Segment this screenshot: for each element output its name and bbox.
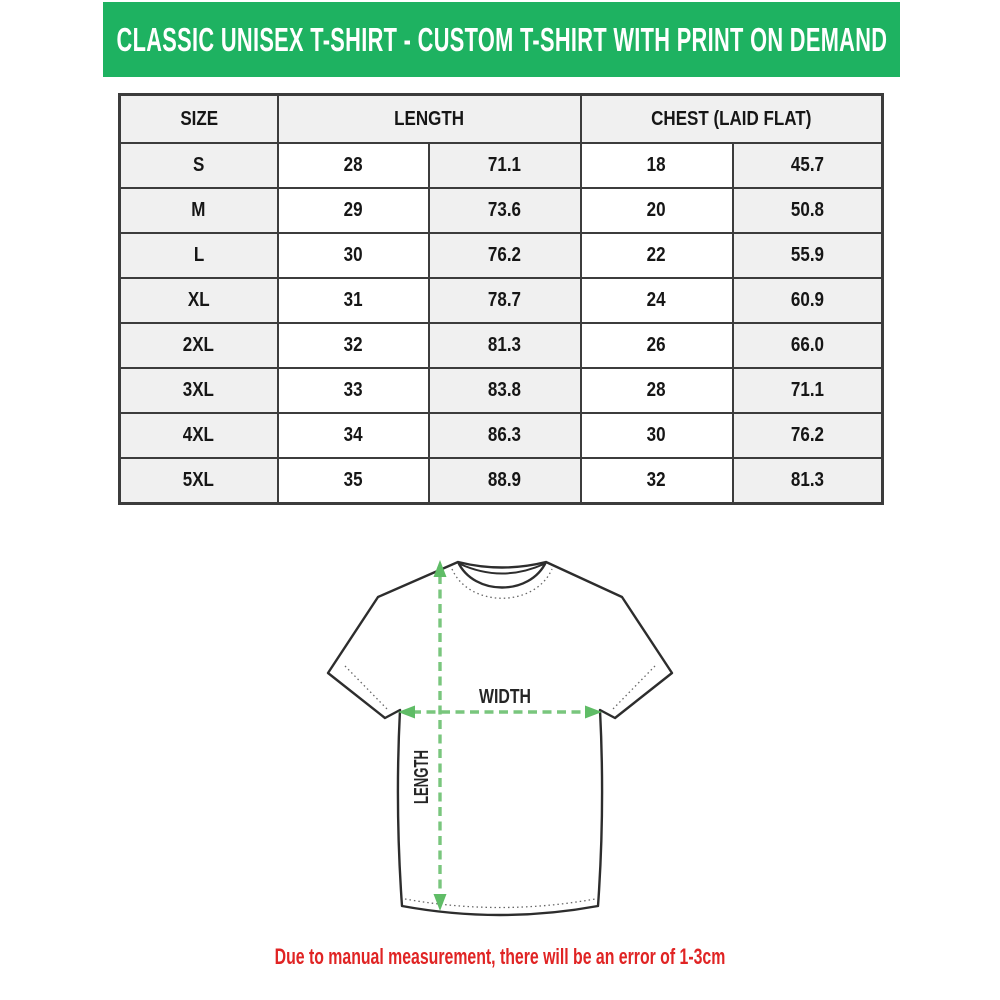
cell-text: 78.7: [487, 289, 522, 311]
cell-text: 3XL: [183, 379, 215, 401]
header-length-label: LENGTH: [394, 107, 464, 130]
cell-text: 83.8: [487, 379, 522, 401]
title-banner: [103, 2, 900, 77]
length-label: LENGTH: [411, 721, 433, 804]
cell-text: 34: [343, 424, 363, 446]
table-row: [120, 143, 883, 188]
cell-text: 35: [343, 469, 363, 491]
cell-text: 26: [647, 334, 666, 356]
header-chest-cell: [581, 95, 883, 144]
value-cell: [278, 188, 429, 233]
cell-text: 29: [343, 199, 363, 221]
header-chest-label: CHEST (LAID FLAT): [651, 107, 812, 130]
header-length-cell: [278, 95, 581, 144]
value-cell: [278, 278, 429, 323]
size-cell: [120, 188, 278, 233]
cell-text: L: [193, 244, 204, 266]
cell-text: 22: [647, 244, 666, 266]
measurement-note-text: Due to manual measurement, there will be an error of 1-3cm: [274, 944, 726, 969]
size-cell: [120, 368, 278, 413]
size-cell: [120, 143, 278, 188]
value-cell: [733, 143, 883, 188]
value-cell: [733, 278, 883, 323]
table-row: [120, 233, 883, 278]
cell-text: S: [193, 154, 205, 176]
value-cell: [278, 233, 429, 278]
cell-text: 81.3: [487, 334, 522, 356]
value-cell: [429, 233, 581, 278]
table-row: [120, 368, 883, 413]
cell-text: 30: [647, 424, 666, 446]
cell-text: 88.9: [487, 469, 522, 491]
value-cell: [278, 458, 429, 504]
measurement-note: [0, 944, 1000, 970]
cell-text: M: [191, 199, 206, 221]
value-cell: [733, 233, 883, 278]
cell-text: 60.9: [790, 289, 824, 311]
cell-text: 32: [647, 469, 666, 491]
value-cell: [581, 278, 733, 323]
value-cell: [278, 413, 429, 458]
value-cell: [429, 323, 581, 368]
value-cell: [278, 143, 429, 188]
value-cell: [581, 413, 733, 458]
size-cell: [120, 278, 278, 323]
size-table-body: [120, 143, 883, 504]
cell-text: 50.8: [790, 199, 824, 221]
table-row: [120, 188, 883, 233]
header-size-cell: [120, 95, 278, 144]
cell-text: 32: [343, 334, 363, 356]
width-label: WIDTH: [479, 686, 531, 708]
value-cell: [733, 323, 883, 368]
cell-text: 66.0: [790, 334, 824, 356]
size-cell: [120, 323, 278, 368]
header-size-label: SIZE: [179, 107, 218, 130]
size-chart-header: [120, 95, 883, 144]
value-cell: [581, 368, 733, 413]
cell-text: 81.3: [790, 469, 824, 491]
cell-text: 18: [647, 154, 666, 176]
header-row: [120, 95, 883, 144]
value-cell: [278, 368, 429, 413]
tshirt-outline: [328, 562, 672, 915]
cell-text: 86.3: [487, 424, 522, 446]
cell-text: 30: [343, 244, 363, 266]
value-cell: [581, 143, 733, 188]
tshirt-svg: [300, 545, 700, 945]
cell-text: 2XL: [183, 334, 215, 356]
value-cell: [429, 458, 581, 504]
value-cell: [581, 233, 733, 278]
value-cell: [733, 413, 883, 458]
value-cell: [278, 323, 429, 368]
cell-text: 71.1: [487, 154, 522, 176]
value-cell: [429, 188, 581, 233]
value-cell: [733, 458, 883, 504]
cell-text: 73.6: [487, 199, 522, 221]
value-cell: [733, 188, 883, 233]
value-cell: [429, 143, 581, 188]
table-row: [120, 458, 883, 504]
cell-text: 5XL: [183, 469, 215, 491]
cell-text: 28: [343, 154, 363, 176]
table-row: [120, 413, 883, 458]
value-cell: [429, 278, 581, 323]
value-cell: [429, 368, 581, 413]
size-chart-table: [118, 93, 884, 505]
cell-text: 55.9: [790, 244, 824, 266]
table-row: [120, 278, 883, 323]
cell-text: 20: [647, 199, 666, 221]
cell-text: 76.2: [487, 244, 522, 266]
value-cell: [581, 458, 733, 504]
cell-text: 45.7: [790, 154, 824, 176]
size-cell: [120, 233, 278, 278]
cell-text: 31: [343, 289, 363, 311]
cell-text: 4XL: [183, 424, 215, 446]
page-title: CLASSIC UNISEX T-SHIRT - CUSTOM T-SHIRT WITH PRINT ON DEMAND: [116, 20, 887, 58]
size-cell: [120, 458, 278, 504]
tshirt-diagram: [300, 545, 700, 945]
value-cell: [581, 323, 733, 368]
table-row: [120, 323, 883, 368]
value-cell: [733, 368, 883, 413]
cell-text: 71.1: [790, 379, 824, 401]
value-cell: [429, 413, 581, 458]
cell-text: 28: [647, 379, 666, 401]
cell-text: 24: [647, 289, 666, 311]
cell-text: 33: [343, 379, 363, 401]
cell-text: 76.2: [790, 424, 824, 446]
cell-text: XL: [187, 289, 210, 311]
value-cell: [581, 188, 733, 233]
size-cell: [120, 413, 278, 458]
